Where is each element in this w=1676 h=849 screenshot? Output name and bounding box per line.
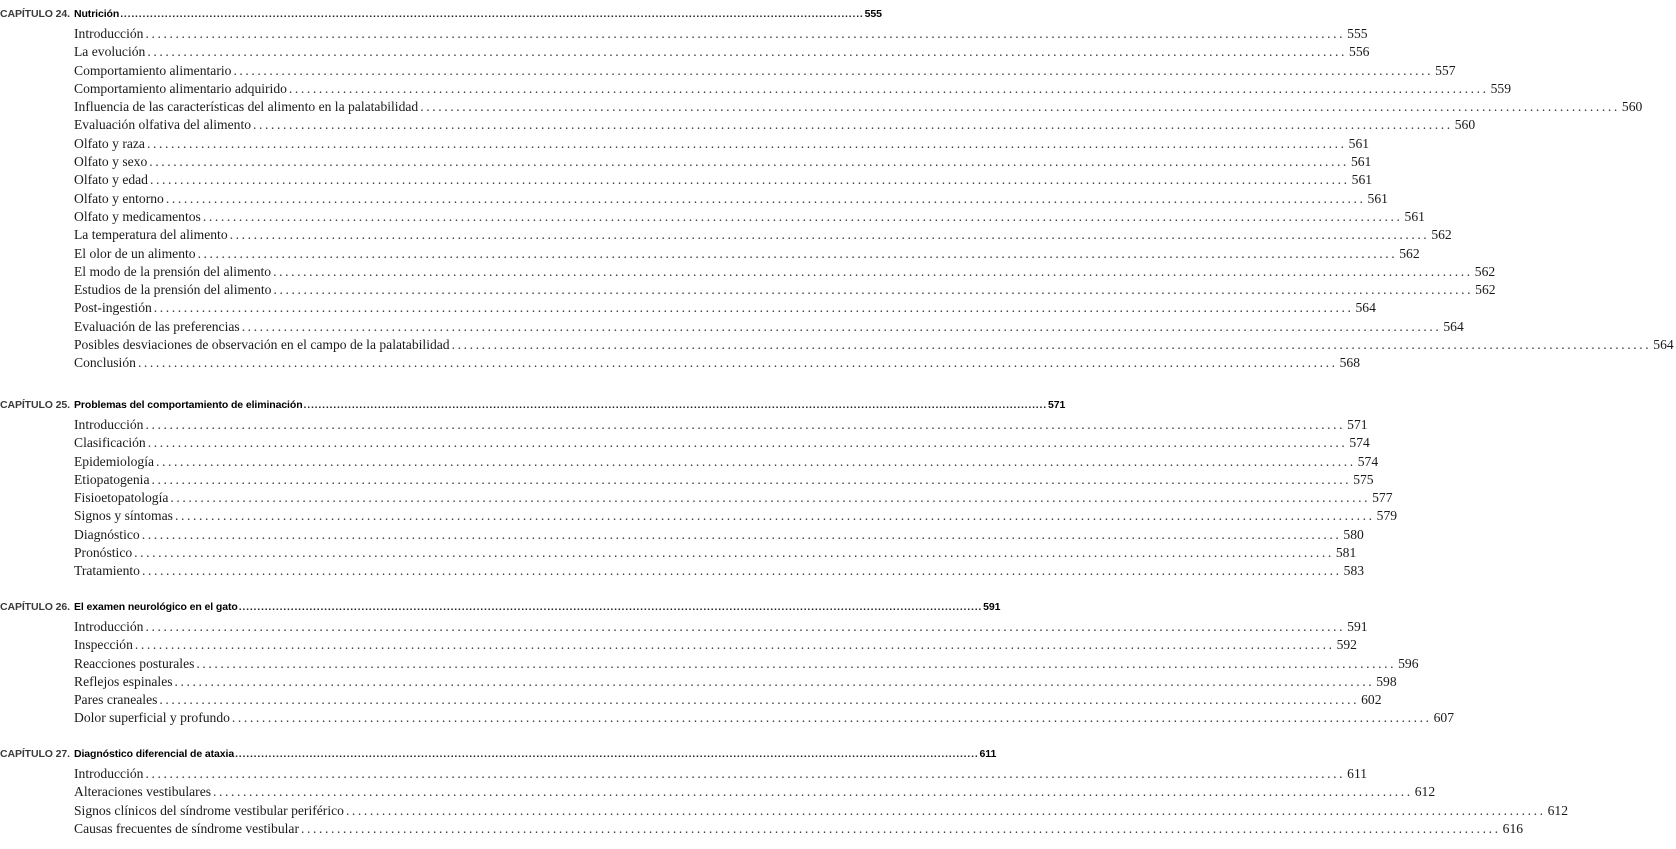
chapter-25 bbox=[0, 399, 1398, 582]
dot-leader: ........................................................................................................................................................................................................ bbox=[233, 62, 1434, 78]
entry-title: Reflejos espinales bbox=[74, 673, 173, 689]
entry-page: 581 bbox=[1335, 545, 1357, 561]
chapter-number: CAPÍTULO 24. bbox=[0, 8, 70, 20]
dot-leader: ........................................................................................................................................................................................................ bbox=[120, 8, 864, 20]
entry-page: 560 bbox=[1621, 99, 1643, 115]
dot-leader: ........................................................................................................................................................................................................ bbox=[451, 337, 1652, 353]
dot-leader: ........................................................................................................................................................................................................ bbox=[151, 471, 1352, 487]
entry-title: Estudios de la prensión del alimento bbox=[74, 282, 272, 298]
chapter-page: 611 bbox=[979, 748, 997, 760]
chapter-title: Diagnóstico diferencial de ataxia bbox=[74, 748, 235, 760]
dot-leader: ........................................................................................................................................................................................................ bbox=[202, 208, 1403, 224]
dot-leader: ........................................................................................................................................................................................................ bbox=[253, 117, 1453, 133]
entry-page: 555 bbox=[1347, 26, 1368, 41]
toc-entry bbox=[0, 802, 1569, 821]
dot-leader: ........................................................................................................................................................................................................ bbox=[149, 172, 1350, 188]
entry-title: Influencia de las características del alimento en la palatabilidad bbox=[74, 99, 419, 115]
chapter-number: CAPÍTULO 27. bbox=[0, 748, 70, 760]
entry-title: Conclusión bbox=[74, 355, 136, 371]
entry-page: 616 bbox=[1502, 820, 1524, 836]
entry-page: 561 bbox=[1367, 190, 1388, 206]
dot-leader: ........................................................................................................................................................................................................ bbox=[147, 44, 1348, 60]
entry-title: La temperatura del alimento bbox=[74, 227, 228, 243]
dot-leader: ........................................................................................................................................................................................................ bbox=[273, 263, 1473, 279]
entry-page: 561 bbox=[1350, 154, 1372, 170]
entry-title: Olfato y entorno bbox=[74, 190, 164, 206]
toc-entry bbox=[0, 435, 1370, 453]
toc-entry bbox=[0, 300, 1376, 318]
entry-title: Introducción bbox=[74, 619, 144, 634]
toc-entry bbox=[0, 784, 1436, 802]
dot-leader: ........................................................................................................................................................................................................ bbox=[213, 784, 1413, 800]
chapter-heading bbox=[0, 399, 1066, 417]
entry-page: 561 bbox=[1348, 135, 1370, 151]
dot-leader: ........................................................................................................................................................................................................ bbox=[231, 710, 1432, 726]
dot-leader: ........................................................................................................................................................................................................ bbox=[197, 245, 1398, 261]
dot-leader: ........................................................................................................................................................................................................ bbox=[145, 417, 1346, 432]
toc-entry bbox=[0, 117, 1476, 135]
chapter-number: CAPÍTULO 25. bbox=[0, 399, 70, 411]
entry-title: Causas frecuentes de síndrome vestibular bbox=[74, 820, 299, 836]
entry-title: Comportamiento alimentario adquirido bbox=[74, 80, 287, 96]
entry-page: 561 bbox=[1404, 208, 1425, 224]
entry-title: Pares craneales bbox=[74, 692, 158, 708]
toc-entry bbox=[0, 490, 1393, 508]
dot-leader: ........................................................................................................................................................................................................ bbox=[303, 399, 1047, 411]
chapter-24 bbox=[0, 8, 1674, 374]
chapter-number: CAPÍTULO 26. bbox=[0, 601, 70, 613]
toc-entry bbox=[0, 154, 1372, 172]
dot-leader: ........................................................................................................................................................................................................ bbox=[235, 748, 979, 760]
dot-leader: ........................................................................................................................................................................................................ bbox=[229, 227, 1430, 243]
entry-title: Posibles desviaciones de observación en el campo de la palatabilidad bbox=[74, 337, 450, 353]
toc-entry bbox=[0, 208, 1425, 227]
entry-title: Tratamiento bbox=[74, 563, 140, 579]
dot-leader: ........................................................................................................................................................................................................ bbox=[170, 490, 1371, 506]
dot-leader: ........................................................................................................................................................................................................ bbox=[156, 453, 1356, 469]
dot-leader: ........................................................................................................................................................................................................ bbox=[165, 190, 1366, 206]
dot-leader: ........................................................................................................................................................................................................ bbox=[273, 282, 1474, 298]
entry-title: Evaluación olfativa del alimento bbox=[74, 117, 252, 133]
toc-entry bbox=[0, 355, 1361, 373]
entry-title: Evaluación de las preferencias bbox=[74, 318, 240, 334]
entry-page: 562 bbox=[1431, 227, 1452, 243]
entry-title: Dolor superficial y profundo bbox=[74, 710, 230, 726]
dot-leader: ........................................................................................................................................................................................................ bbox=[174, 508, 1375, 524]
entry-page: 571 bbox=[1347, 417, 1368, 432]
toc-entry bbox=[0, 710, 1454, 728]
toc-entry bbox=[0, 26, 1368, 44]
entry-page: 592 bbox=[1336, 637, 1357, 653]
entry-page: 598 bbox=[1376, 673, 1397, 689]
dot-leader: ........................................................................................................................................................................................................ bbox=[300, 820, 1501, 836]
dot-leader: ........................................................................................................................................................................................................ bbox=[141, 526, 1342, 542]
toc-entry bbox=[0, 655, 1419, 674]
entry-page: 560 bbox=[1454, 117, 1476, 133]
entry-title: Fisioetopatología bbox=[74, 490, 169, 506]
entry-title: El modo de la prensión del alimento bbox=[74, 263, 272, 279]
toc-entry bbox=[0, 453, 1379, 472]
dot-leader: ........................................................................................................................................................................................................ bbox=[146, 135, 1347, 151]
dot-leader: ........................................................................................................................................................................................................ bbox=[159, 692, 1360, 708]
toc-entry bbox=[0, 62, 1456, 81]
chapter-page: 555 bbox=[864, 8, 882, 20]
toc-entry bbox=[0, 172, 1373, 190]
entry-page: 602 bbox=[1361, 692, 1382, 708]
entry-page: 611 bbox=[1347, 766, 1368, 781]
entry-page: 577 bbox=[1372, 490, 1393, 506]
entry-title: Signos y síntomas bbox=[74, 508, 173, 524]
dot-leader: ........................................................................................................................................................................................................ bbox=[141, 563, 1342, 579]
entry-title: Post-ingestión bbox=[74, 300, 152, 316]
toc-entry bbox=[0, 135, 1370, 154]
toc-entry bbox=[0, 190, 1388, 209]
entry-page: 564 bbox=[1653, 337, 1674, 353]
dot-leader: ........................................................................................................................................................................................................ bbox=[145, 766, 1346, 781]
chapter-heading bbox=[0, 748, 997, 766]
entry-page: 596 bbox=[1398, 655, 1419, 671]
toc-entry bbox=[0, 820, 1524, 839]
dot-leader: ........................................................................................................................................................................................................ bbox=[196, 655, 1397, 671]
entry-page: 607 bbox=[1433, 710, 1454, 726]
toc-entry bbox=[0, 245, 1420, 264]
entry-title: Introducción bbox=[74, 417, 144, 432]
dot-leader: ........................................................................................................................................................................................................ bbox=[147, 435, 1348, 451]
entry-title: Introducción bbox=[74, 26, 144, 41]
chapter-title: El examen neurológico en el gato bbox=[74, 601, 238, 613]
entry-title: Etiopatogenia bbox=[74, 471, 150, 487]
entry-page: 583 bbox=[1343, 563, 1365, 579]
toc-entry bbox=[0, 44, 1370, 62]
toc-entry bbox=[0, 766, 1368, 784]
toc-entry bbox=[0, 673, 1397, 692]
chapter-heading bbox=[0, 601, 1001, 619]
entry-page: 591 bbox=[1347, 619, 1368, 634]
entry-page: 556 bbox=[1349, 44, 1370, 60]
dot-leader: ........................................................................................................................................................................................................ bbox=[145, 26, 1346, 41]
chapter-title: Nutrición bbox=[74, 8, 120, 20]
entry-title: Olfato y edad bbox=[74, 172, 148, 188]
entry-title: Pronóstico bbox=[74, 545, 133, 561]
dot-leader: ........................................................................................................................................................................................................ bbox=[137, 355, 1338, 371]
dot-leader: ........................................................................................................................................................................................................ bbox=[288, 80, 1489, 96]
dot-leader: ........................................................................................................................................................................................................ bbox=[345, 802, 1546, 818]
toc-entry bbox=[0, 526, 1364, 545]
entry-title: Epidemiología bbox=[74, 453, 155, 469]
toc-entry bbox=[0, 263, 1496, 282]
toc-entry bbox=[0, 337, 1674, 355]
chapter-heading bbox=[0, 8, 882, 26]
entry-page: 575 bbox=[1353, 471, 1374, 487]
dot-leader: ........................................................................................................................................................................................................ bbox=[149, 154, 1349, 170]
entry-title: Signos clínicos del síndrome vestibular periférico bbox=[74, 802, 344, 818]
entry-page: 568 bbox=[1339, 355, 1361, 371]
dot-leader: ........................................................................................................................................................................................................ bbox=[420, 99, 1620, 115]
entry-title: Reacciones posturales bbox=[74, 655, 195, 671]
chapter-26 bbox=[0, 601, 1454, 729]
entry-page: 574 bbox=[1349, 435, 1370, 451]
toc-entry bbox=[0, 545, 1357, 563]
dot-leader: ........................................................................................................................................................................................................ bbox=[134, 637, 1335, 653]
entry-title: El olor de un alimento bbox=[74, 245, 196, 261]
dot-leader: ........................................................................................................................................................................................................ bbox=[134, 545, 1334, 561]
entry-page: 562 bbox=[1474, 263, 1496, 279]
entry-page: 612 bbox=[1547, 802, 1569, 818]
dot-leader: ........................................................................................................................................................................................................ bbox=[241, 318, 1442, 334]
toc-entry bbox=[0, 417, 1368, 435]
dot-leader: ........................................................................................................................................................................................................ bbox=[145, 619, 1346, 634]
entry-title: La evolución bbox=[74, 44, 146, 60]
toc-entry bbox=[0, 692, 1382, 710]
toc-entry bbox=[0, 318, 1464, 337]
chapter-title: Problemas del comportamiento de eliminación bbox=[74, 399, 303, 411]
entry-title: Clasificación bbox=[74, 435, 146, 451]
toc-entry bbox=[0, 508, 1398, 526]
entry-title: Introducción bbox=[74, 766, 144, 781]
entry-title: Diagnóstico bbox=[74, 526, 140, 542]
toc-entry bbox=[0, 563, 1365, 581]
entry-page: 564 bbox=[1355, 300, 1376, 316]
toc-entry bbox=[0, 80, 1511, 99]
entry-page: 559 bbox=[1490, 80, 1511, 96]
chapter-27 bbox=[0, 748, 1569, 839]
toc-entry bbox=[0, 99, 1643, 117]
toc-entry bbox=[0, 637, 1357, 655]
dot-leader: ........................................................................................................................................................................................................ bbox=[174, 673, 1375, 689]
chapter-page: 591 bbox=[983, 601, 1001, 613]
entry-page: 579 bbox=[1376, 508, 1398, 524]
chapter-page: 571 bbox=[1047, 399, 1066, 411]
dot-leader: ........................................................................................................................................................................................................ bbox=[238, 601, 983, 613]
entry-page: 574 bbox=[1357, 453, 1379, 469]
toc-entry bbox=[0, 471, 1374, 490]
toc-entry bbox=[0, 282, 1496, 300]
toc-entry bbox=[0, 619, 1368, 637]
entry-page: 562 bbox=[1475, 282, 1496, 298]
entry-page: 561 bbox=[1351, 172, 1373, 188]
entry-page: 557 bbox=[1435, 62, 1456, 78]
entry-title: Inspección bbox=[74, 637, 133, 653]
entry-page: 580 bbox=[1343, 526, 1364, 542]
dot-leader: ........................................................................................................................................................................................................ bbox=[153, 300, 1354, 316]
entry-title: Alteraciones vestibulares bbox=[74, 784, 212, 800]
entry-page: 564 bbox=[1443, 318, 1464, 334]
entry-title: Olfato y raza bbox=[74, 135, 145, 151]
entry-title: Comportamiento alimentario bbox=[74, 62, 232, 78]
entry-page: 612 bbox=[1414, 784, 1436, 800]
entry-page: 562 bbox=[1399, 245, 1420, 261]
toc-entry bbox=[0, 227, 1452, 245]
entry-title: Olfato y sexo bbox=[74, 154, 148, 170]
entry-title: Olfato y medicamentos bbox=[74, 208, 201, 224]
